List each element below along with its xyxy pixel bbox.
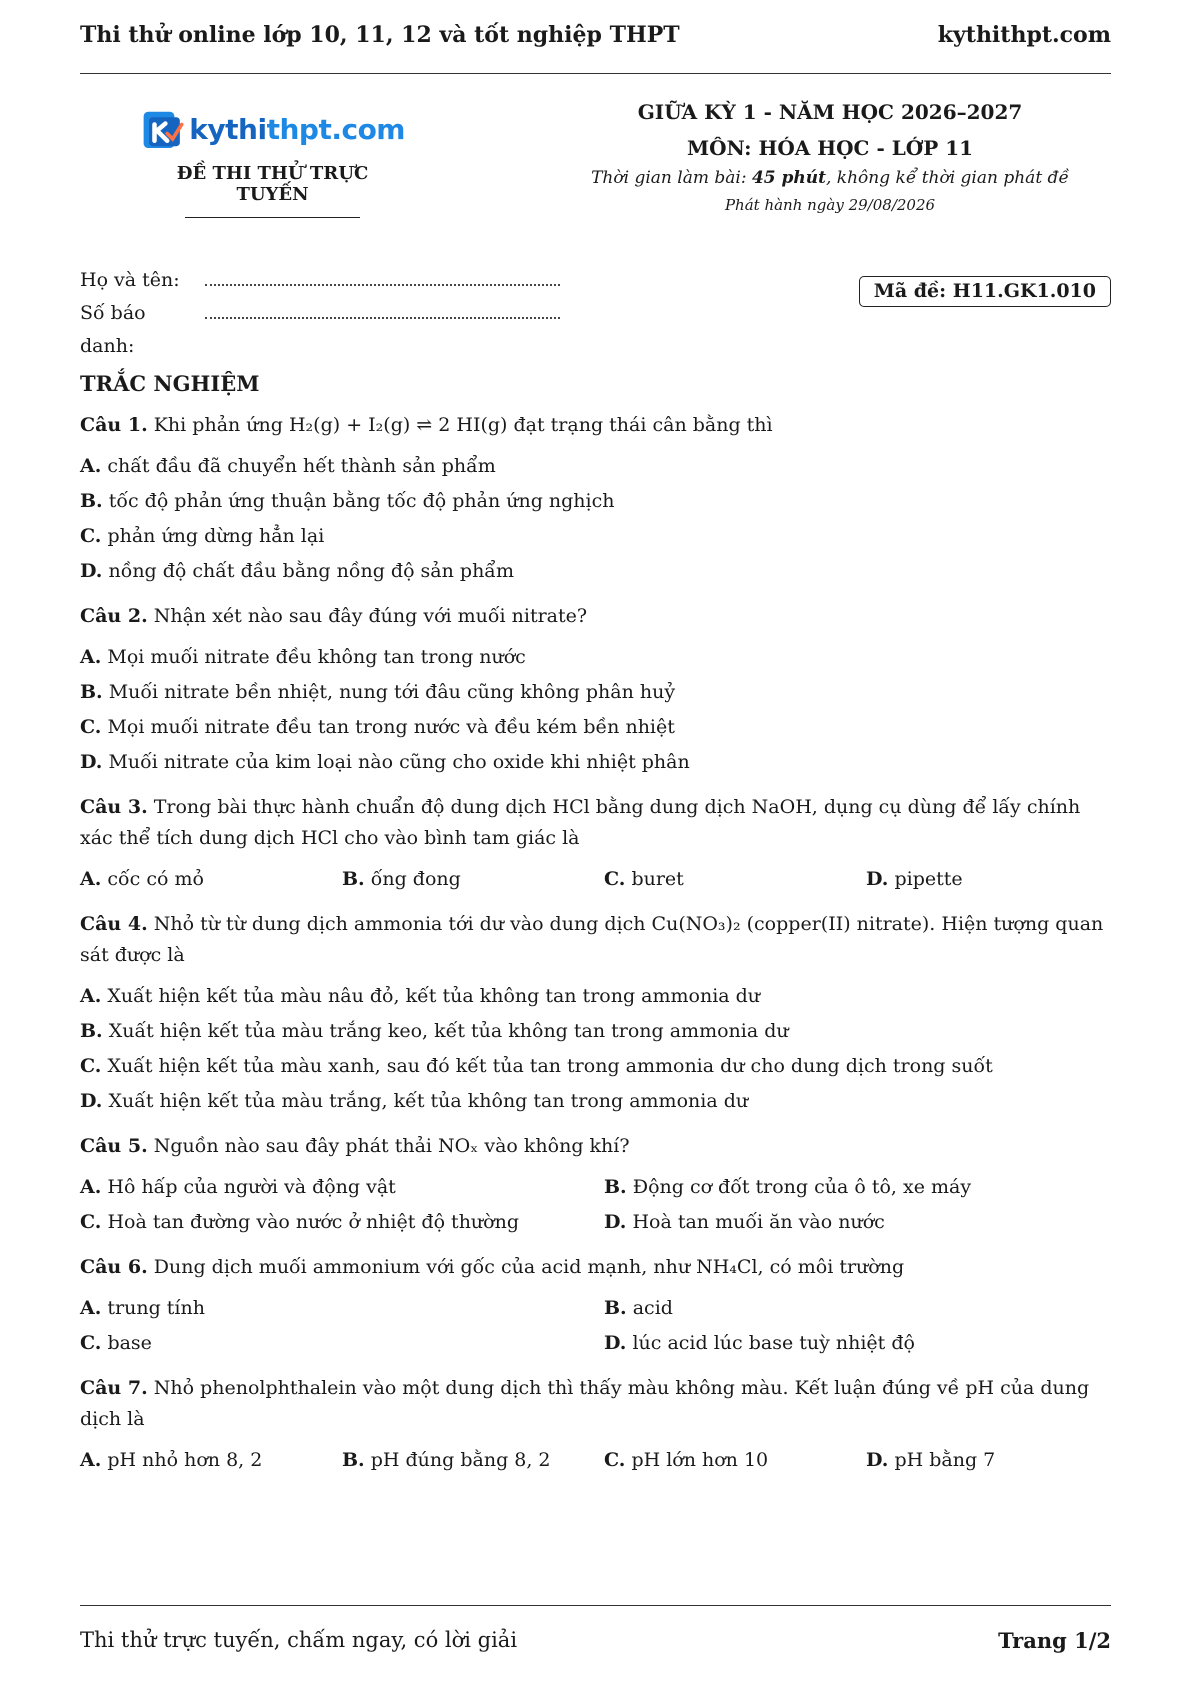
option-a[interactable] (80, 640, 1111, 675)
option-letter: B. (604, 1176, 627, 1198)
option-b[interactable] (342, 862, 604, 897)
question-number: Câu 1. (80, 414, 148, 436)
option-letter: D. (80, 560, 103, 582)
logo-block (140, 98, 405, 218)
question-number: Câu 7. (80, 1377, 148, 1399)
option-letter: C. (604, 868, 626, 890)
option-letter: D. (80, 1090, 103, 1112)
question-stem (80, 410, 1111, 441)
question-6 (80, 1252, 1111, 1361)
option-text: phản ứng dừng hẳn lại (101, 525, 325, 547)
exam-duration (580, 168, 1080, 188)
option-letter: D. (604, 1211, 627, 1233)
stem-text: Nhỏ phenolphthalein vào một dung dịch thì thấy màu không màu. Kết luận đúng về pH của dung dịch là (80, 1377, 1090, 1430)
option-a[interactable] (80, 862, 342, 897)
exam-type-title: ĐỀ THI THỬ TRỰC TUYẾN (176, 163, 369, 205)
question-7 (80, 1373, 1111, 1478)
option-letter: B. (80, 490, 103, 512)
logo-text-part1: kythi (189, 112, 267, 146)
header-site-link[interactable]: kythithpt.com (937, 22, 1111, 48)
option-b[interactable] (604, 1170, 1111, 1205)
option-d[interactable] (80, 1084, 1111, 1119)
logo-mark-icon (140, 104, 185, 154)
option-a[interactable] (80, 1170, 604, 1205)
option-b[interactable] (80, 1014, 1111, 1049)
option-text: Xuất hiện kết tủa màu nâu đỏ, kết tủa không tan trong ammonia dư (101, 985, 761, 1007)
option-c[interactable] (80, 519, 1111, 554)
option-letter: D. (80, 751, 103, 773)
option-letter: D. (866, 1449, 889, 1471)
option-text: Mọi muối nitrate đều không tan trong nước (101, 646, 526, 668)
exam-info (580, 94, 1080, 214)
option-letter: B. (342, 1449, 365, 1471)
footer-rule (80, 1605, 1111, 1606)
stem-text: (copper(II) nitrate). Hiện tượng quan sát được là (80, 913, 1104, 966)
option-a[interactable] (80, 449, 1111, 484)
option-text: Xuất hiện kết tủa màu xanh, sau đó kết tủa tan trong ammonia dư cho dung dịch trong suốt (101, 1055, 993, 1077)
option-a[interactable] (80, 979, 1111, 1014)
header-left-text: Thi thử online lớp 10, 11, 12 và tốt nghiệp THPT (80, 22, 680, 48)
footer-tagline: Thi thử trực tuyến, chấm ngay, có lời giải (80, 1628, 518, 1652)
option-c[interactable] (80, 710, 1111, 745)
question-number: Câu 3. (80, 796, 148, 818)
option-letter: C. (80, 1332, 102, 1354)
option-text: pH bằng 7 (888, 1449, 996, 1471)
option-letter: A. (80, 985, 102, 1007)
exam-subject-title: MÔN: HÓA HỌC - LỚP 11 (686, 136, 974, 160)
page-footer (80, 1628, 1111, 1653)
option-letter: C. (80, 1055, 102, 1077)
question-number: Câu 4. (80, 913, 148, 935)
question-4 (80, 909, 1111, 1119)
option-text: Muối nitrate bền nhiệt, nung tới đâu cũng không phân huỷ (102, 681, 676, 703)
option-letter: A. (80, 455, 102, 477)
option-text: ống đong (364, 868, 461, 890)
stem-text: Trong bài thực hành chuẩn độ dung dịch HCl bằng dung dịch NaOH, dụng cụ dùng để lấy chính xác thể tích dung dịch HCl cho vào bình tam giác là (80, 796, 1081, 849)
option-d[interactable] (866, 1443, 1111, 1478)
name-field[interactable] (205, 264, 560, 286)
stem-text: vào không khí? (478, 1135, 630, 1157)
question-stem (80, 1131, 1111, 1162)
stem-text: Dung dịch muối ammonium với gốc của acid mạnh, như (147, 1256, 697, 1278)
option-text: acid (626, 1297, 673, 1319)
stem-text: đạt trạng thái cân bằng thì (507, 414, 773, 436)
student-id-field[interactable] (205, 297, 560, 319)
option-letter: D. (866, 868, 889, 890)
exam-term-title: GIỮA KỲ 1 - NĂM HỌC 2026–2027 (637, 100, 1023, 124)
question-3 (80, 792, 1111, 897)
question-stem (80, 1373, 1111, 1435)
name-label: Họ và tên: (80, 269, 180, 291)
formula: NOₓ (438, 1135, 479, 1157)
option-b[interactable] (80, 675, 1111, 710)
exam-code-badge: Mã đề: H11.GK1.010 (859, 276, 1111, 307)
formula: Cu(NO₃)₂ (651, 913, 741, 935)
option-letter: A. (80, 868, 102, 890)
option-c[interactable] (80, 1326, 604, 1361)
option-letter: A. (80, 1449, 102, 1471)
stem-text: Nguồn nào sau đây phát thải (147, 1135, 439, 1157)
option-letter: A. (80, 1176, 102, 1198)
option-text: pH lớn hơn 10 (625, 1449, 769, 1471)
subtitle-rule (185, 217, 360, 218)
formula: NH₄Cl (696, 1256, 758, 1278)
option-text: Hô hấp của người và động vật (101, 1176, 396, 1198)
option-text: pH đúng bằng 8, 2 (364, 1449, 551, 1471)
option-letter: C. (604, 1449, 626, 1471)
option-b[interactable] (80, 484, 1111, 519)
option-d[interactable] (604, 1326, 1111, 1361)
question-stem (80, 909, 1111, 971)
duration-value: 45 phút (751, 168, 826, 188)
section-title: TRẮC NGHIỆM (80, 371, 260, 396)
question-1 (80, 410, 1111, 589)
student-info (80, 264, 560, 363)
question-number: Câu 5. (80, 1135, 148, 1157)
option-text: Mọi muối nitrate đều tan trong nước và đều kém bền nhiệt (101, 716, 675, 738)
stem-text: Nhận xét nào sau đây đúng với muối nitrate? (147, 605, 588, 627)
option-a[interactable] (80, 1443, 342, 1478)
page-header (80, 22, 1111, 48)
option-text: Xuất hiện kết tủa màu trắng, kết tủa không tan trong ammonia dư (102, 1090, 749, 1112)
option-d[interactable] (80, 554, 1111, 589)
option-d[interactable] (866, 862, 1111, 897)
duration-suffix: , không kể thời gian phát đề (826, 168, 1069, 188)
option-letter: C. (80, 1211, 102, 1233)
page-number: Trang 1/2 (998, 1628, 1111, 1653)
option-letter: B. (80, 1020, 103, 1042)
duration-prefix: Thời gian làm bài: (591, 168, 752, 188)
stem-text: Nhỏ từ từ dung dịch ammonia tới dư vào dung dịch (147, 913, 652, 935)
student-id-label: Số báo danh: (80, 302, 146, 357)
option-text: Hoà tan đường vào nước ở nhiệt độ thường (101, 1211, 520, 1233)
question-number: Câu 6. (80, 1256, 148, 1278)
option-letter: B. (342, 868, 365, 890)
option-c[interactable] (604, 862, 866, 897)
option-d[interactable] (80, 745, 1111, 780)
option-text: nồng độ chất đầu bằng nồng độ sản phẩm (102, 560, 514, 582)
option-c[interactable] (80, 1205, 604, 1240)
question-2 (80, 601, 1111, 780)
option-c[interactable] (80, 1049, 1111, 1084)
option-letter: C. (80, 525, 102, 547)
formula: H₂(g) + I₂(g) ⇌ 2 HI(g) (288, 414, 508, 436)
question-number: Câu 2. (80, 605, 148, 627)
release-date: Phát hành ngày 29/08/2026 (724, 196, 936, 214)
option-text: buret (625, 868, 684, 890)
question-stem (80, 601, 1111, 632)
option-d[interactable] (604, 1205, 1111, 1240)
question-stem (80, 792, 1111, 854)
option-text: trung tính (101, 1297, 205, 1319)
option-letter: A. (80, 646, 102, 668)
question-5 (80, 1131, 1111, 1240)
option-text: Xuất hiện kết tủa màu trắng keo, kết tủa không tan trong ammonia dư (102, 1020, 789, 1042)
question-stem (80, 1252, 1111, 1283)
option-text: chất đầu đã chuyển hết thành sản phẩm (101, 455, 496, 477)
question-list (80, 410, 1111, 1490)
header-rule (80, 73, 1111, 74)
stem-text: , có môi trường (757, 1256, 905, 1278)
option-text: cốc có mỏ (101, 868, 204, 890)
option-letter: D. (604, 1332, 627, 1354)
site-logo[interactable] (140, 98, 405, 160)
option-b[interactable] (342, 1443, 604, 1478)
option-text: pipette (888, 868, 963, 890)
logo-text-part2: thpt.com (266, 112, 405, 146)
option-a[interactable] (80, 1291, 604, 1326)
option-text: Muối nitrate của kim loại nào cũng cho oxide khi nhiệt phân (102, 751, 690, 773)
option-text: tốc độ phản ứng thuận bằng tốc độ phản ứng nghịch (102, 490, 615, 512)
option-text: base (101, 1332, 152, 1354)
stem-text: Khi phản ứng (147, 414, 289, 436)
option-text: Hoà tan muối ăn vào nước (626, 1211, 885, 1233)
exam-page (80, 0, 1111, 1684)
option-text: lúc acid lúc base tuỳ nhiệt độ (626, 1332, 915, 1354)
option-letter: A. (80, 1297, 102, 1319)
option-letter: B. (604, 1297, 627, 1319)
option-b[interactable] (604, 1291, 1111, 1326)
option-c[interactable] (604, 1443, 866, 1478)
option-letter: B. (80, 681, 103, 703)
logo-wordmark (189, 113, 405, 146)
option-letter: C. (80, 716, 102, 738)
option-text: pH nhỏ hơn 8, 2 (101, 1449, 263, 1471)
option-text: Động cơ đốt trong của ô tô, xe máy (626, 1176, 972, 1198)
